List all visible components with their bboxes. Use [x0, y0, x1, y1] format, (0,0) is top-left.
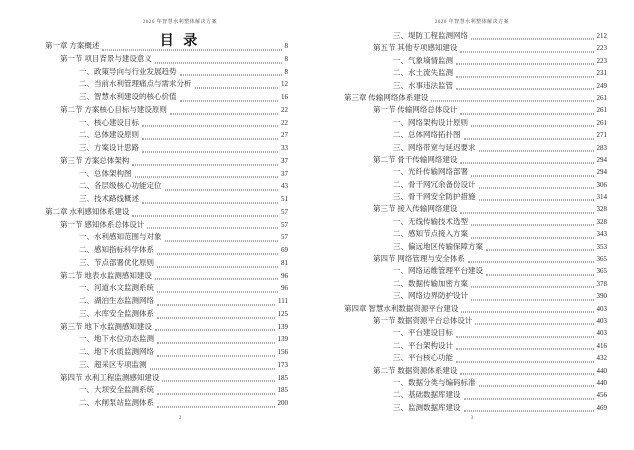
toc-entry[interactable]: [344, 303, 607, 315]
toc-entry-page: 403: [596, 304, 607, 313]
toc-entry[interactable]: [393, 117, 607, 129]
toc-entry-title[interactable]: 第五节 其他专项感知建设: [373, 43, 458, 53]
toc-entry-page: 156: [277, 348, 288, 356]
toc-entry[interactable]: [393, 191, 607, 203]
toc-entry-page: 8: [284, 42, 288, 50]
toc-leader-dots: [157, 343, 275, 344]
toc-entry[interactable]: [393, 142, 607, 154]
toc-entry[interactable]: [45, 206, 288, 219]
toc-entry-page: 125: [277, 309, 288, 318]
toc-entry[interactable]: [393, 129, 607, 141]
toc-entry[interactable]: [79, 117, 288, 130]
toc-leader-dots: [456, 349, 594, 350]
toc-entry-page: 365: [596, 255, 607, 264]
toc-entry[interactable]: [373, 154, 607, 166]
toc-entry[interactable]: [393, 67, 607, 79]
toc-entry[interactable]: [79, 359, 288, 372]
toc-leader-dots: [162, 381, 274, 382]
toc-leader-dots: [157, 317, 275, 318]
toc-entry-title[interactable]: 一、大坝安全监测系统: [79, 385, 154, 395]
toc-leader-dots: [461, 311, 593, 312]
toc-entry-page: 96: [281, 284, 288, 293]
toc-leader-dots: [471, 39, 594, 40]
toc-entry-page: 57: [281, 220, 288, 229]
toc-entry-title[interactable]: 二、水土流失监测: [393, 68, 453, 78]
toc-entry[interactable]: [79, 78, 288, 91]
toc-entry-title[interactable]: 一、地下水位动态监测: [79, 334, 154, 344]
toc-entry-page: 440: [596, 366, 607, 375]
toc-leader-dots: [471, 237, 594, 238]
toc-entry-page: 223: [596, 44, 607, 53]
toc-entry-title[interactable]: 二、当前水利管理痛点与需求分析: [79, 79, 192, 89]
toc-entry-title[interactable]: 第一节 传输网络总体设计: [373, 105, 458, 115]
toc-entry[interactable]: [393, 377, 607, 389]
toc-entry-page: 96: [281, 271, 288, 280]
toc-leader-dots: [142, 202, 278, 203]
toc-entry[interactable]: [393, 402, 607, 414]
toc-leader-dots: [471, 299, 594, 300]
toc-leader-dots: [468, 262, 594, 263]
toc-entry[interactable]: [393, 389, 607, 401]
toc-entry[interactable]: [79, 244, 288, 257]
toc-entry[interactable]: [60, 219, 288, 232]
toc-entry-page: 33: [281, 144, 288, 152]
toc-entry-page: 328: [596, 217, 607, 226]
toc-leader-dots: [456, 336, 594, 337]
toc-leader-dots: [486, 274, 594, 275]
toc-leader-dots: [157, 355, 275, 356]
toc-entry-title[interactable]: 三、节点部署优化原则: [79, 257, 154, 267]
toc-entry[interactable]: [393, 55, 607, 67]
toc-entry[interactable]: [79, 231, 288, 244]
toc-entry-title[interactable]: 三、网络边界防护设计: [393, 291, 468, 301]
toc-leader-dots: [460, 113, 593, 114]
toc-entry-title[interactable]: 二、数据传输加密方案: [393, 278, 468, 288]
toc-entry-title[interactable]: 一、网络运维管理平台建设: [393, 266, 483, 276]
toc-entry-page: 139: [277, 335, 288, 344]
toc-leader-dots: [180, 75, 282, 76]
toc-entry-title[interactable]: 二、骨干网冗余备份设计: [393, 179, 476, 189]
toc-entry-title[interactable]: 第二节 数据资源体系建设: [373, 365, 458, 375]
toc-entry[interactable]: [79, 142, 288, 155]
toc-leader-dots: [456, 64, 594, 65]
toc-entry[interactable]: [79, 129, 288, 142]
toc-entry[interactable]: [393, 179, 607, 191]
toc-entry-page: 416: [596, 341, 607, 350]
toc-entry-page: 16: [281, 93, 288, 101]
toc-leader-dots: [479, 188, 594, 189]
toc-entry[interactable]: [60, 270, 288, 283]
toc-leader-dots: [195, 88, 279, 89]
toc-entry[interactable]: [79, 91, 288, 104]
toc-leader-dots: [456, 361, 594, 362]
toc-leader-dots: [471, 126, 594, 127]
toc-leader-dots: [180, 100, 279, 101]
toc-leader-dots: [132, 215, 278, 216]
toc-entry-title[interactable]: 第二章 水利感知体系建设: [45, 206, 130, 216]
toc-entry[interactable]: [60, 155, 288, 168]
toc-entry-title[interactable]: 三、超采区专项监测: [79, 359, 147, 369]
toc-entry-title[interactable]: 一、河道水文监测系统: [79, 283, 154, 293]
toc-entry-title[interactable]: 二、总体网络拓扑图: [393, 130, 461, 140]
toc-page-left: [45, 0, 315, 450]
toc-entry[interactable]: [373, 365, 607, 377]
toc-entry-title[interactable]: 一、网络架构设计原则: [393, 117, 468, 127]
toc-leader-dots: [155, 62, 282, 63]
toc-entry[interactable]: [79, 282, 288, 295]
toc-entry-title[interactable]: 第四章 智慧水利数据资源平台建设: [344, 303, 459, 313]
toc-leader-dots: [102, 49, 281, 50]
toc-leader-dots: [464, 138, 594, 139]
toc-leader-dots: [155, 279, 278, 280]
toc-entry[interactable]: [79, 168, 288, 181]
toc-leader-dots: [460, 373, 593, 374]
toc-entry-page: 294: [596, 168, 607, 177]
toc-entry[interactable]: [373, 253, 607, 265]
toc-entry[interactable]: [45, 40, 288, 53]
toc-entry-title[interactable]: 一、水利感知范围与对象: [79, 232, 162, 242]
toc-entry-title[interactable]: 三、偏远地区传输保障方案: [393, 241, 483, 251]
toc-entry-page: 51: [281, 195, 288, 203]
toc-leader-dots: [142, 151, 278, 152]
toc-entry-page: 185: [277, 386, 288, 395]
toc-entry[interactable]: [79, 193, 288, 206]
toc-entry[interactable]: [373, 203, 607, 215]
toc-entry-page: 69: [281, 246, 288, 254]
toc-entry[interactable]: [60, 53, 288, 66]
toc-entry-title[interactable]: 一、平台建设目标: [393, 328, 453, 338]
toc-entry-page: 469: [596, 403, 607, 412]
toc-leader-dots: [460, 51, 593, 52]
toc-entry-page: 440: [596, 378, 607, 387]
toc-leader-dots: [142, 126, 278, 127]
toc-entry-title[interactable]: 三、方案设计思路: [79, 143, 139, 152]
toc-entry-title[interactable]: 第一节 项目背景与建设意义: [60, 53, 152, 63]
toc-entry-page: 81: [281, 258, 288, 267]
toc-entry-title[interactable]: 二、基础数据库建设: [393, 390, 461, 400]
toc-entry-page: 43: [281, 182, 288, 191]
toc-leader-dots: [479, 386, 594, 387]
toc-entry-title[interactable]: 二、感知节点接入方案: [393, 229, 468, 239]
toc-entry-title[interactable]: 第三节 接入传输网络建设: [373, 204, 458, 214]
toc-entry-title[interactable]: 二、感知指标科学体系: [79, 245, 154, 254]
toc-leader-dots: [155, 330, 275, 331]
toc-entry-title[interactable]: 二、地下水质监测网络: [79, 347, 154, 356]
toc-entry-page: 185: [277, 373, 288, 382]
toc-entry-page: 57: [281, 207, 288, 216]
toc-entry-title[interactable]: 三、网络带宽与延迟要求: [393, 142, 476, 152]
toc-entry-title[interactable]: 第三章 传输网络体系建设: [344, 92, 429, 102]
toc-entry[interactable]: [393, 327, 607, 339]
toc-leader-dots: [471, 175, 594, 176]
toc-entry[interactable]: [393, 241, 607, 253]
toc-entry[interactable]: [79, 257, 288, 270]
toc-entry-page: 306: [596, 180, 607, 189]
toc-leader-dots: [147, 228, 278, 229]
toc-leader-dots: [431, 101, 593, 102]
page-number-right: 3: [470, 416, 474, 421]
toc-leader-dots: [456, 76, 594, 77]
toc-list-left: [45, 40, 288, 410]
toc-entry-page: 390: [596, 292, 607, 301]
toc-entry-title[interactable]: 二、平台架构设计: [393, 340, 453, 350]
toc-entry-title[interactable]: 第三节 地下水监测感知建设: [60, 321, 152, 331]
toc-entry[interactable]: [373, 42, 607, 54]
toc-entry[interactable]: [393, 216, 607, 228]
page-number-left: 2: [178, 416, 182, 421]
toc-leader-dots: [170, 113, 278, 114]
toc-entry-page: 111: [278, 297, 288, 305]
toc-leader-dots: [479, 150, 594, 151]
toc-entry-title[interactable]: 三、智慧水利建设的核心价值: [79, 92, 177, 101]
toc-entry[interactable]: [393, 228, 607, 240]
toc-leader-dots: [456, 88, 594, 89]
toc-entry-page: 249: [596, 81, 607, 90]
toc-leader-dots: [165, 241, 279, 242]
toc-entry-title[interactable]: 三、水事违法监管: [393, 80, 453, 90]
toc-leader-dots: [135, 177, 279, 178]
toc-entry[interactable]: [393, 352, 607, 364]
toc-entry[interactable]: [60, 104, 288, 117]
toc-entry-page: 283: [596, 143, 607, 152]
toc-leader-dots: [460, 163, 593, 164]
toc-entry[interactable]: [60, 372, 288, 385]
toc-entry[interactable]: [344, 92, 607, 104]
toc-entry-title[interactable]: 第四节 网络管理与安全体系: [373, 254, 465, 264]
toc-leader-dots: [479, 200, 594, 201]
toc-entry-title[interactable]: 一、政策导向与行业发展趋势: [79, 66, 177, 76]
toc-entry-page: 261: [596, 106, 607, 115]
toc-entry[interactable]: [60, 321, 288, 334]
toc-entry-page: 314: [596, 193, 607, 202]
toc-entry-page: 212: [596, 32, 607, 40]
toc-entry-page: 378: [596, 279, 607, 288]
toc-entry[interactable]: [393, 278, 607, 290]
toc-entry-title[interactable]: 一、数据分类与编码标准: [393, 377, 476, 387]
toc-entry-title[interactable]: 二、各层级核心功能定位: [79, 181, 162, 191]
toc-entry-page: 231: [596, 69, 607, 78]
running-header-left: 2026 年智慧水利整体解决方案: [142, 20, 218, 25]
toc-entry-page: 294: [596, 155, 607, 164]
toc-entry-title[interactable]: 一、核心建设目标: [79, 117, 139, 127]
toc-entry[interactable]: [393, 80, 607, 92]
toc-entry[interactable]: [79, 333, 288, 346]
toc-leader-dots: [486, 250, 594, 251]
toc-entry-title[interactable]: 第四节 水利工程监测感知建设: [60, 372, 160, 382]
toc-entry-page: 328: [596, 205, 607, 214]
toc-entry-page: 37: [281, 156, 288, 165]
toc-entry-title[interactable]: 第一节 感知体系总体设计: [60, 219, 145, 229]
toc-entry-page: 271: [596, 131, 607, 140]
toc-entry-page: 22: [281, 118, 288, 127]
toc-entry-title[interactable]: 二、湖泊生态监测网络: [79, 296, 154, 305]
toc-entry[interactable]: [393, 340, 607, 352]
toc-entry-page: 403: [596, 316, 607, 325]
toc-leader-dots: [157, 406, 275, 407]
toc-leader-dots: [157, 266, 278, 267]
toc-entry-page: 139: [277, 322, 288, 331]
toc-leader-dots: [157, 253, 278, 254]
toc-entry[interactable]: [79, 346, 288, 359]
toc-entry-title[interactable]: 二、水闸泵站监测体系: [79, 398, 154, 407]
toc-entry[interactable]: [373, 315, 607, 327]
toc-entry-page: 353: [596, 242, 607, 251]
toc-entry-page: 403: [596, 329, 607, 338]
toc-entry-title[interactable]: 三、平台核心功能: [393, 353, 453, 363]
toc-leader-dots: [132, 164, 278, 165]
toc-entry-page: 22: [281, 105, 288, 114]
toc-entry[interactable]: [393, 30, 607, 42]
toc-leader-dots: [464, 398, 594, 399]
toc-entry-page: 200: [277, 399, 288, 407]
running-header-right: 2026 年智慧水利整体解决方案: [434, 20, 510, 25]
toc-entry-title[interactable]: 第一章 方案概述: [45, 41, 100, 50]
toc-entry[interactable]: [393, 265, 607, 277]
toc-entry[interactable]: [373, 104, 607, 116]
toc-leader-dots: [157, 304, 275, 305]
toc-leader-dots: [460, 212, 593, 213]
toc-leader-dots: [157, 292, 278, 293]
toc-leader-dots: [464, 411, 594, 412]
toc-leader-dots: [142, 139, 278, 140]
toc-entry[interactable]: [79, 308, 288, 321]
toc-entry-page: 27: [281, 131, 288, 140]
toc-entry-title[interactable]: 第三节 方案总体架构: [60, 155, 130, 165]
toc-entry-page: 8: [284, 54, 288, 63]
toc-entry-title[interactable]: 第二节 地表水监测感知建设: [60, 270, 152, 280]
toc-entry-title[interactable]: 三、骨干网安全防护措施: [393, 192, 476, 202]
toc-entry-title[interactable]: 第二节 方案核心目标与建设原则: [60, 104, 167, 114]
toc-entry-title[interactable]: 三、堤防工程监测网络: [393, 31, 468, 40]
toc-entry[interactable]: [79, 397, 288, 410]
toc-entry-title[interactable]: 二、总体建设原则: [79, 130, 139, 140]
toc-leader-dots: [471, 225, 594, 226]
toc-entry-title[interactable]: 一、无线传输技术选型: [393, 216, 468, 226]
toc-entry-page: 173: [277, 360, 288, 369]
toc-entry[interactable]: [393, 166, 607, 178]
toc-entry-page: 343: [596, 230, 607, 239]
toc-entry-title[interactable]: 第二节 骨干传输网络建设: [373, 154, 458, 164]
toc-entry-title[interactable]: 三、监测数据库建设: [393, 402, 461, 412]
toc-leader-dots: [165, 190, 279, 191]
toc-leader-dots: [471, 287, 594, 288]
toc-list-right: [344, 30, 607, 414]
toc-entry-page: 8: [284, 67, 288, 76]
toc-entry-title[interactable]: 一、总体架构图: [79, 168, 132, 178]
toc-entry[interactable]: [393, 290, 607, 302]
toc-entry-page: 57: [281, 233, 288, 242]
toc-leader-dots: [475, 324, 593, 325]
toc-entry-page: 456: [596, 391, 607, 400]
toc-entry-title[interactable]: 三、水库安全监测体系: [79, 308, 154, 318]
toc-entry[interactable]: [79, 180, 288, 193]
toc-entry[interactable]: [79, 384, 288, 397]
toc-entry-page: 261: [596, 93, 607, 102]
toc-entry-page: 261: [596, 118, 607, 127]
toc-entry-page: 223: [596, 56, 607, 65]
toc-title: 目 录: [159, 34, 201, 49]
toc-leader-dots: [150, 368, 275, 369]
toc-entry-page: 365: [596, 267, 607, 276]
toc-entry-title[interactable]: 三、技术路线概述: [79, 194, 139, 203]
toc-entry-page: 432: [596, 354, 607, 363]
toc-page-right: [337, 0, 607, 450]
toc-entry-title[interactable]: 第一节 数据资源平台总体设计: [373, 315, 473, 325]
toc-entry[interactable]: [79, 66, 288, 79]
toc-entry-title[interactable]: 一、光纤传输网络部署: [393, 167, 468, 177]
toc-entry-title[interactable]: 一、气象墒情监测: [393, 55, 453, 65]
toc-entry[interactable]: [79, 295, 288, 308]
toc-entry-page: 37: [281, 169, 288, 178]
toc-leader-dots: [157, 394, 275, 395]
toc-entry-page: 12: [281, 80, 288, 89]
